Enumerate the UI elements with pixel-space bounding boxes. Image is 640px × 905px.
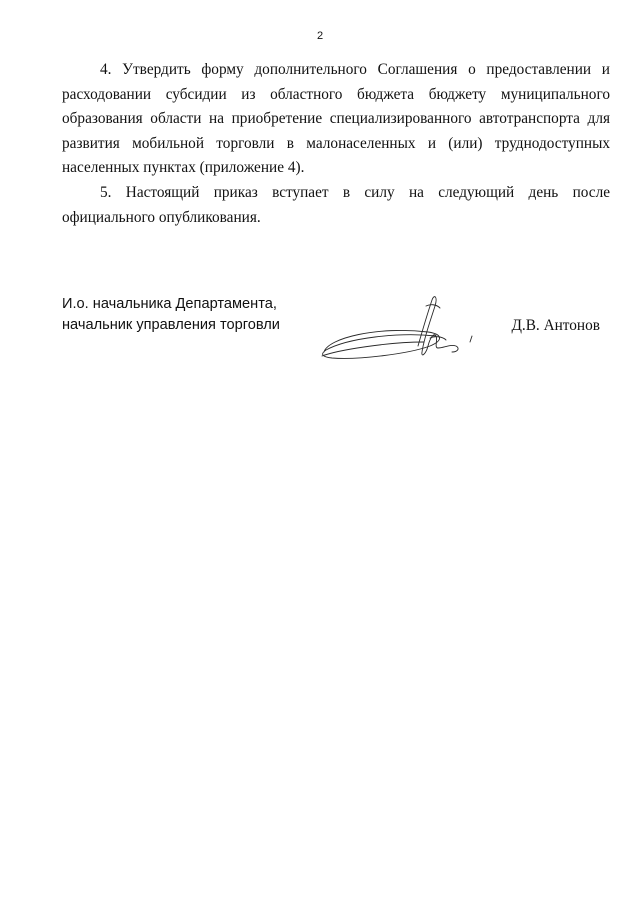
paragraph-5: 5. Настоящий приказ вступает в силу на следующий день после официального опубликования. (62, 183, 610, 226)
signatory-position-line-2: начальник управления торговли (62, 317, 280, 333)
paragraph-4: 4. Утвердить форму дополнительного Соглашения о предоставлении и расходовании субсидии из областного бюджета бюджету муниципального образования области на приобретение специализированного автотранспорта для развития мобильной торговли в малонаселенных и (или) труднодоступных населенных пунктах (приложение 4). (62, 61, 610, 177)
signatory-position (62, 294, 280, 336)
order-text (62, 58, 610, 230)
signatory-position-line-1: И.о. начальника Департамента, (62, 296, 277, 312)
page-number: 2 (316, 30, 324, 42)
handwritten-signature (318, 292, 498, 372)
signatory-name: Д.В. Антонов (511, 317, 600, 334)
